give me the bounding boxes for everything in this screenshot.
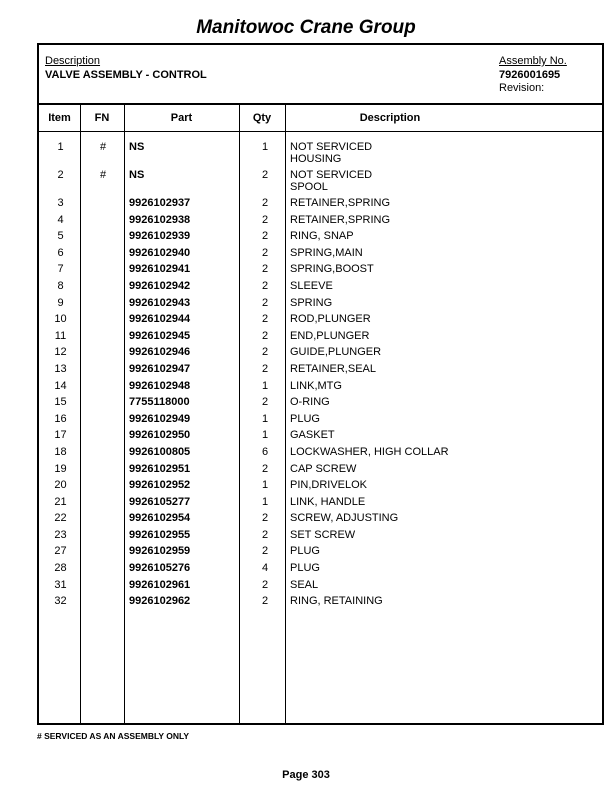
part-description xyxy=(290,263,374,275)
quantity: 2 xyxy=(261,214,269,226)
part-description xyxy=(290,230,354,242)
quantity: 2 xyxy=(261,579,269,591)
quantity: 1 xyxy=(261,380,269,392)
part-number: 9926102945 xyxy=(129,330,191,342)
description-line: RING, RETAINING xyxy=(290,595,383,607)
table-row xyxy=(39,280,606,296)
description-line: PLUG xyxy=(290,413,320,425)
assembly-description: VALVE ASSEMBLY - CONTROL xyxy=(45,69,207,81)
item-number: 1 xyxy=(57,141,64,153)
quantity: 2 xyxy=(261,396,269,408)
column-header-description: Description xyxy=(359,112,421,124)
quantity: 2 xyxy=(261,512,269,524)
description-line: SLEEVE xyxy=(290,280,333,292)
part-number: 9926102950 xyxy=(129,429,191,441)
description-line: PLUG xyxy=(290,562,320,574)
page-title: Manitowoc Crane Group xyxy=(196,17,416,38)
part-description xyxy=(290,297,332,309)
table-row xyxy=(39,297,606,313)
part-description xyxy=(290,413,320,425)
description-line: RETAINER,SPRING xyxy=(290,214,391,226)
column-header-item: Item xyxy=(48,112,71,124)
table-row xyxy=(39,346,606,362)
part-number: 9926100805 xyxy=(129,446,191,458)
item-number: 16 xyxy=(54,413,67,425)
table-row xyxy=(39,579,606,595)
table-row xyxy=(39,141,606,165)
part-number: NS xyxy=(129,169,145,181)
part-number: 9926105276 xyxy=(129,562,191,574)
part-number: 9926102947 xyxy=(129,363,191,375)
item-number: 14 xyxy=(54,380,67,392)
description-line: GUIDE,PLUNGER xyxy=(290,346,382,358)
part-description xyxy=(290,141,372,165)
part-description xyxy=(290,169,372,193)
part-description xyxy=(290,280,333,292)
description-line: RETAINER,SPRING xyxy=(290,197,391,209)
item-number: 5 xyxy=(57,230,64,242)
quantity: 1 xyxy=(261,479,269,491)
table-row xyxy=(39,330,606,346)
item-number: 3 xyxy=(57,197,64,209)
description-line: NOT SERVICED xyxy=(290,169,373,181)
table-row xyxy=(39,396,606,412)
table-row xyxy=(39,463,606,479)
quantity: 1 xyxy=(261,496,269,508)
table-row xyxy=(39,313,606,329)
part-description xyxy=(290,529,355,541)
description-line: SEAL xyxy=(290,579,319,591)
item-number: 20 xyxy=(54,479,67,491)
table-row xyxy=(39,363,606,379)
description-line: SPRING,BOOST xyxy=(290,263,374,275)
quantity: 2 xyxy=(261,197,269,209)
table-row xyxy=(39,595,606,611)
description-line: PLUG xyxy=(290,545,320,557)
item-number: 19 xyxy=(54,463,67,475)
part-number: 9926102946 xyxy=(129,346,191,358)
part-number: 9926102943 xyxy=(129,297,191,309)
part-description xyxy=(290,512,398,524)
quantity: 2 xyxy=(261,169,269,181)
item-number: 17 xyxy=(54,429,67,441)
fn-marker: # xyxy=(99,141,107,153)
part-description xyxy=(290,562,320,574)
item-number: 22 xyxy=(54,512,67,524)
parts-list-frame xyxy=(37,43,604,725)
table-row xyxy=(39,479,606,495)
description-line: LOCKWASHER, HIGH COLLAR xyxy=(290,446,449,458)
description-line: SPRING,MAIN xyxy=(290,247,363,259)
part-description xyxy=(290,380,342,392)
revision-label: Revision: xyxy=(499,82,545,94)
part-number: 9926102948 xyxy=(129,380,191,392)
part-number: 9926102952 xyxy=(129,479,191,491)
item-number: 9 xyxy=(57,297,64,309)
quantity: 2 xyxy=(261,463,269,475)
quantity: 2 xyxy=(261,263,269,275)
table-row xyxy=(39,413,606,429)
quantity: 2 xyxy=(261,363,269,375)
quantity: 2 xyxy=(261,297,269,309)
item-number: 21 xyxy=(54,496,67,508)
table-row xyxy=(39,446,606,462)
item-number: 8 xyxy=(57,280,64,292)
part-description xyxy=(290,330,369,342)
assembly-number: 7926001695 xyxy=(499,69,561,81)
part-description xyxy=(290,346,381,358)
item-number: 2 xyxy=(57,169,64,181)
quantity: 2 xyxy=(261,330,269,342)
part-number: 9926102961 xyxy=(129,579,191,591)
description-line: RING, SNAP xyxy=(290,230,354,242)
table-row xyxy=(39,214,606,230)
item-number: 28 xyxy=(54,562,67,574)
table-row xyxy=(39,529,606,545)
description-line: END,PLUNGER xyxy=(290,330,370,342)
part-number: 9926102939 xyxy=(129,230,191,242)
part-number: 9926102955 xyxy=(129,529,191,541)
quantity: 4 xyxy=(261,562,269,574)
part-description xyxy=(290,595,383,607)
column-header-qty: Qty xyxy=(252,112,272,124)
part-description xyxy=(290,545,320,557)
part-number: 9926102949 xyxy=(129,413,191,425)
part-description xyxy=(290,363,376,375)
part-number: 9926102944 xyxy=(129,313,191,325)
item-number: 31 xyxy=(54,579,67,591)
item-number: 32 xyxy=(54,595,67,607)
description-line: SET SCREW xyxy=(290,529,356,541)
table-row xyxy=(39,169,606,193)
description-line: GASKET xyxy=(290,429,335,441)
part-number: 9926102959 xyxy=(129,545,191,557)
part-description xyxy=(290,496,365,508)
part-description xyxy=(290,579,318,591)
table-row xyxy=(39,380,606,396)
page-number: Page 303 xyxy=(282,769,330,781)
item-number: 6 xyxy=(57,247,64,259)
quantity: 1 xyxy=(261,141,269,153)
fn-marker: # xyxy=(99,169,107,181)
quantity: 2 xyxy=(261,280,269,292)
quantity: 2 xyxy=(261,545,269,557)
description-label: Description xyxy=(45,55,101,67)
column-header-fn: FN xyxy=(94,112,110,124)
part-description xyxy=(290,396,330,408)
part-number: NS xyxy=(129,141,145,153)
part-description xyxy=(290,313,371,325)
footnote: # SERVICED AS AN ASSEMBLY ONLY xyxy=(37,731,190,741)
description-line: O-RING xyxy=(290,396,330,408)
table-row xyxy=(39,197,606,213)
quantity: 2 xyxy=(261,230,269,242)
description-line-2: HOUSING xyxy=(290,153,342,165)
part-description xyxy=(290,214,390,226)
quantity: 2 xyxy=(261,595,269,607)
quantity: 2 xyxy=(261,313,269,325)
part-number: 9926105277 xyxy=(129,496,191,508)
item-number: 13 xyxy=(54,363,67,375)
assembly-no-label: Assembly No. xyxy=(499,55,567,67)
table-row xyxy=(39,545,606,561)
part-number: 9926102951 xyxy=(129,463,191,475)
part-number: 9926102938 xyxy=(129,214,191,226)
table-row xyxy=(39,230,606,246)
part-number: 7755118000 xyxy=(129,396,190,408)
part-number: 9926102954 xyxy=(129,512,191,524)
item-number: 7 xyxy=(57,263,64,275)
description-line: SPRING xyxy=(290,297,333,309)
item-number: 12 xyxy=(54,346,67,358)
part-description xyxy=(290,247,363,259)
description-line: NOT SERVICED xyxy=(290,141,373,153)
part-number: 9926102941 xyxy=(129,263,191,275)
part-description xyxy=(290,479,367,491)
part-number: 9926102940 xyxy=(129,247,191,259)
part-description xyxy=(290,446,449,458)
item-number: 10 xyxy=(54,313,67,325)
part-description xyxy=(290,463,356,475)
item-number: 15 xyxy=(54,396,67,408)
table-row xyxy=(39,247,606,263)
part-description xyxy=(290,197,390,209)
table-row xyxy=(39,496,606,512)
description-line: SCREW, ADJUSTING xyxy=(290,512,399,524)
quantity: 6 xyxy=(261,446,269,458)
quantity: 2 xyxy=(261,346,269,358)
description-line-2: SPOOL xyxy=(290,181,328,193)
description-line: ROD,PLUNGER xyxy=(290,313,371,325)
quantity: 1 xyxy=(261,413,269,425)
part-description xyxy=(290,429,335,441)
item-number: 4 xyxy=(57,214,64,226)
table-row xyxy=(39,562,606,578)
quantity: 2 xyxy=(261,247,269,259)
quantity: 1 xyxy=(261,429,269,441)
item-number: 18 xyxy=(54,446,67,458)
item-number: 11 xyxy=(54,330,67,342)
description-line: PIN,DRIVELOK xyxy=(290,479,368,491)
quantity: 2 xyxy=(261,529,269,541)
column-header-part: Part xyxy=(170,112,193,124)
item-number: 27 xyxy=(54,545,67,557)
part-number: 9926102937 xyxy=(129,197,191,209)
description-line: CAP SCREW xyxy=(290,463,357,475)
description-line: RETAINER,SEAL xyxy=(290,363,376,375)
description-line: LINK,MTG xyxy=(290,380,342,392)
table-row xyxy=(39,512,606,528)
item-number: 23 xyxy=(54,529,67,541)
description-line: LINK, HANDLE xyxy=(290,496,366,508)
part-number: 9926102942 xyxy=(129,280,191,292)
table-row xyxy=(39,263,606,279)
table-row xyxy=(39,429,606,445)
part-number: 9926102962 xyxy=(129,595,191,607)
